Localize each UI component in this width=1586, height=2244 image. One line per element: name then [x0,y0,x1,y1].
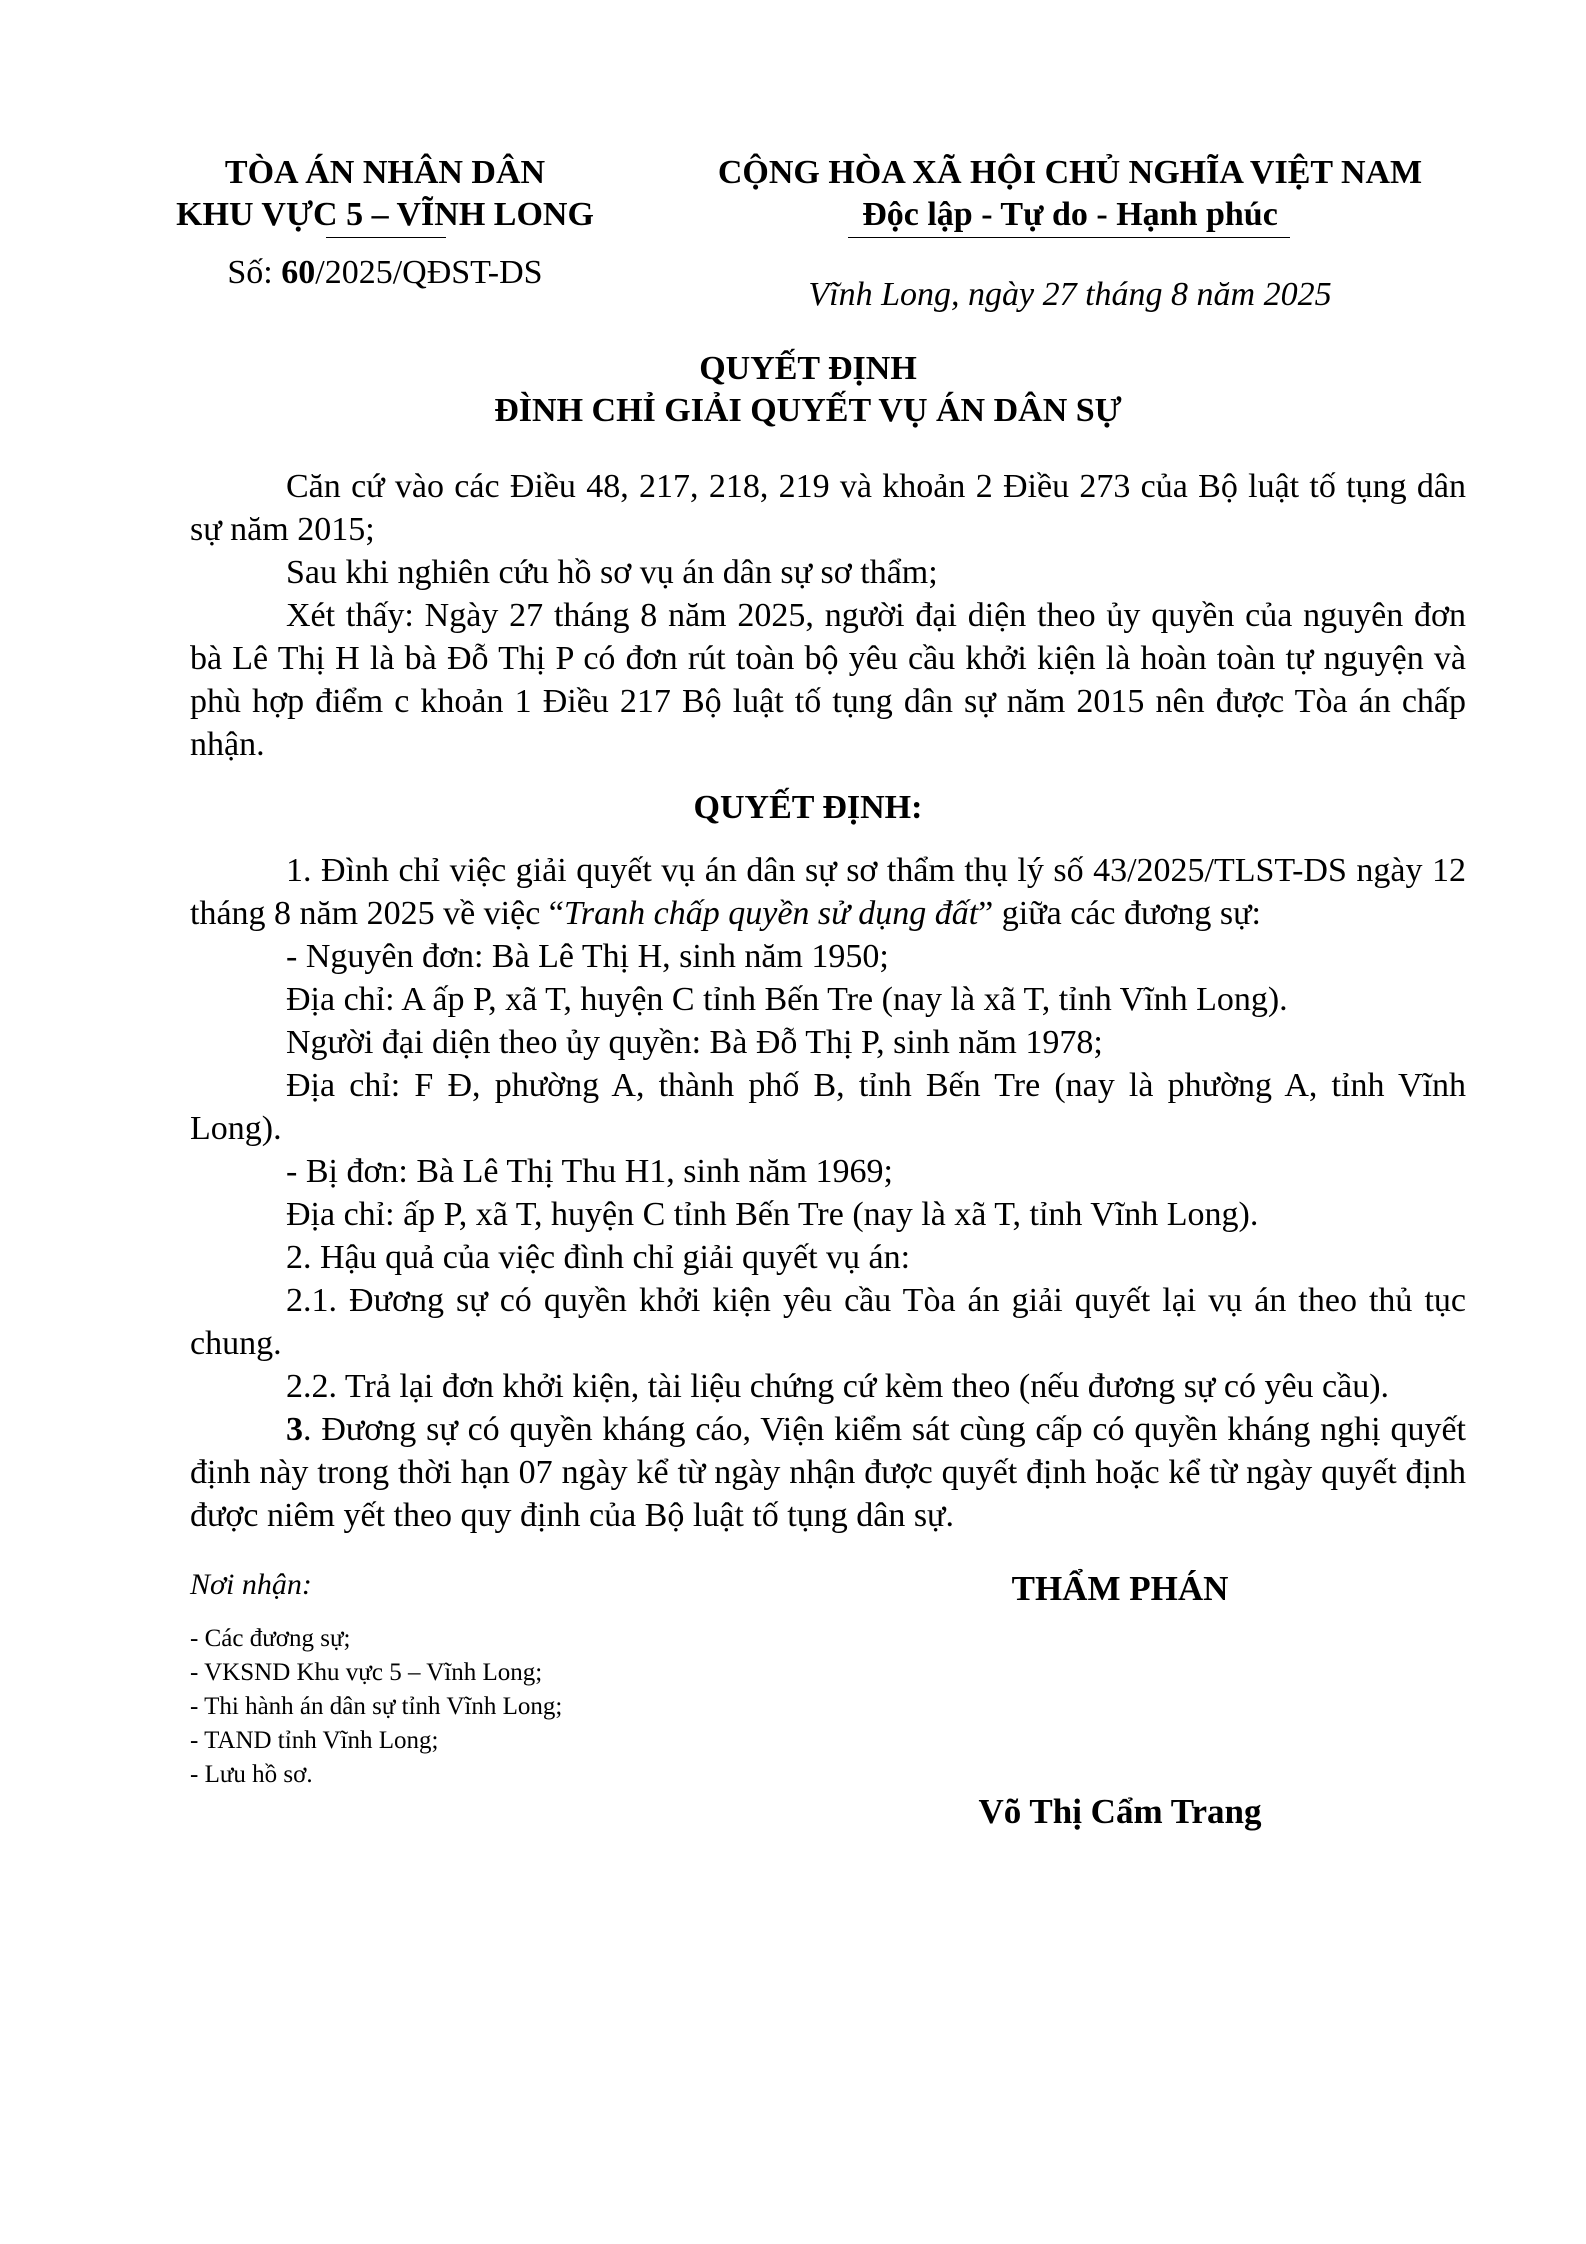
judge-name: Võ Thị Cẩm Trang [978,1792,1262,1831]
decision-number [150,252,620,294]
judge-title: THẨM PHÁN [1011,1569,1229,1608]
recipient-item: - VKSND Khu vực 5 – Vĩnh Long; [190,1659,543,1686]
motto: Độc lập - Tự do - Hạnh phúc [862,196,1278,233]
item-3-text: . Đương sự có quyền kháng cáo, Viện kiểm sát cùng cấp có quyền kháng nghị quyết định này trong thời hạn 07 ngày kể từ ngày nhận được quyết định hoặc kể từ ngày quyết định được niêm yết theo quy định của Bộ luật tố tụng dân sự. [190,1411,1466,1534]
recipient-item: - Lưu hồ sơ. [190,1761,313,1788]
recipients-list [190,1622,562,1792]
recipient-item: - TAND tỉnh Vĩnh Long; [190,1727,439,1754]
preamble-legal-basis: Căn cứ vào các Điều 48, 217, 218, 219 và khoản 2 Điều 273 của Bộ luật tố tụng dân sự năm 2015; [190,468,1466,548]
plaintiff: - Nguyên đơn: Bà Lê Thị H, sinh năm 1950; [286,938,889,975]
representative-address: Địa chỉ: F Đ, phường A, thành phố B, tỉnh Bến Tre (nay là phường A, tỉnh Vĩnh Long). [190,1067,1466,1147]
item-2: 2. Hậu quả của việc đình chỉ giải quyết vụ án: [286,1239,911,1276]
decision-heading: QUYẾT ĐỊNH: [693,789,923,826]
preamble-consideration: Xét thấy: Ngày 27 tháng 8 năm 2025, người đại diện theo ủy quyền của nguyên đơn bà Lê Thị H là bà Đỗ Thị P có đơn rút toàn bộ yêu cầu khởi kiện là hoàn toàn tự nguyện và phù hợp điểm c khoản 1 Điều 217 Bộ luật tố tụng dân sự năm 2015 nên được Tòa án chấp nhận. [190,597,1466,763]
document-title [150,348,1466,432]
court-region: KHU VỰC 5 – VĨNH LONG [176,196,594,233]
motto-underline [848,237,1290,238]
recipients-heading: Nơi nhận: [190,1568,312,1601]
preamble-review: Sau khi nghiên cứu hồ sơ vụ án dân sự sơ thẩm; [286,554,938,591]
plaintiff-address: Địa chỉ: A ấp P, xã T, huyện C tỉnh Bến Tre (nay là xã T, tỉnh Vĩnh Long). [286,981,1288,1018]
item-1-italic: Tranh chấp quyền sử dụng đất [563,895,979,932]
recipient-item: - Thi hành án dân sự tỉnh Vĩnh Long; [190,1693,563,1720]
item-1-after: ” giữa các đương sự: [978,895,1261,932]
item-3 [190,1408,1466,1537]
item-2-1: 2.1. Đương sự có quyền khởi kiện yêu cầu Tòa án giải quyết lại vụ án theo thủ tục chung. [190,1282,1466,1362]
national-header [680,152,1460,236]
recipient-item: - Các đương sự; [190,1625,351,1652]
preamble [190,465,1466,766]
defendant-address: Địa chỉ: ấp P, xã T, huyện C tỉnh Bến Tre (nay là xã T, tỉnh Vĩnh Long). [286,1196,1259,1233]
item-1-before: 1. Đình chỉ việc giải quyết vụ án dân sự sơ thẩm thụ lý số 43/2025/TLST-DS ngày 12 tháng 8 năm 2025 về việc “ [190,852,1466,932]
number-bold: 60 [281,254,316,291]
decision-body [190,849,1466,1537]
number-suffix: /2025/QĐST-DS [315,254,543,291]
defendant: - Bị đơn: Bà Lê Thị Thu H1, sinh năm 1969; [286,1153,893,1190]
country-name: CỘNG HÒA XÃ HỘI CHỦ NGHĨA VIỆT NAM [717,154,1423,191]
item-1 [190,849,1466,935]
court-underline [326,237,446,238]
title-line1: QUYẾT ĐỊNH [699,350,917,387]
court-header [150,152,620,236]
number-prefix: Số: [227,254,282,291]
court-name: TÒA ÁN NHÂN DÂN [224,154,546,191]
title-line2: ĐÌNH CHỈ GIẢI QUYẾT VỤ ÁN DÂN SỰ [494,392,1122,429]
item-3-number: 3 [286,1411,303,1448]
item-2-2: 2.2. Trả lại đơn khởi kiện, tài liệu chứng cứ kèm theo (nếu đương sự có yêu cầu). [286,1368,1390,1405]
representative: Người đại diện theo ủy quyền: Bà Đỗ Thị P, sinh năm 1978; [286,1024,1103,1061]
issue-date: Vĩnh Long, ngày 27 tháng 8 năm 2025 [808,276,1332,313]
